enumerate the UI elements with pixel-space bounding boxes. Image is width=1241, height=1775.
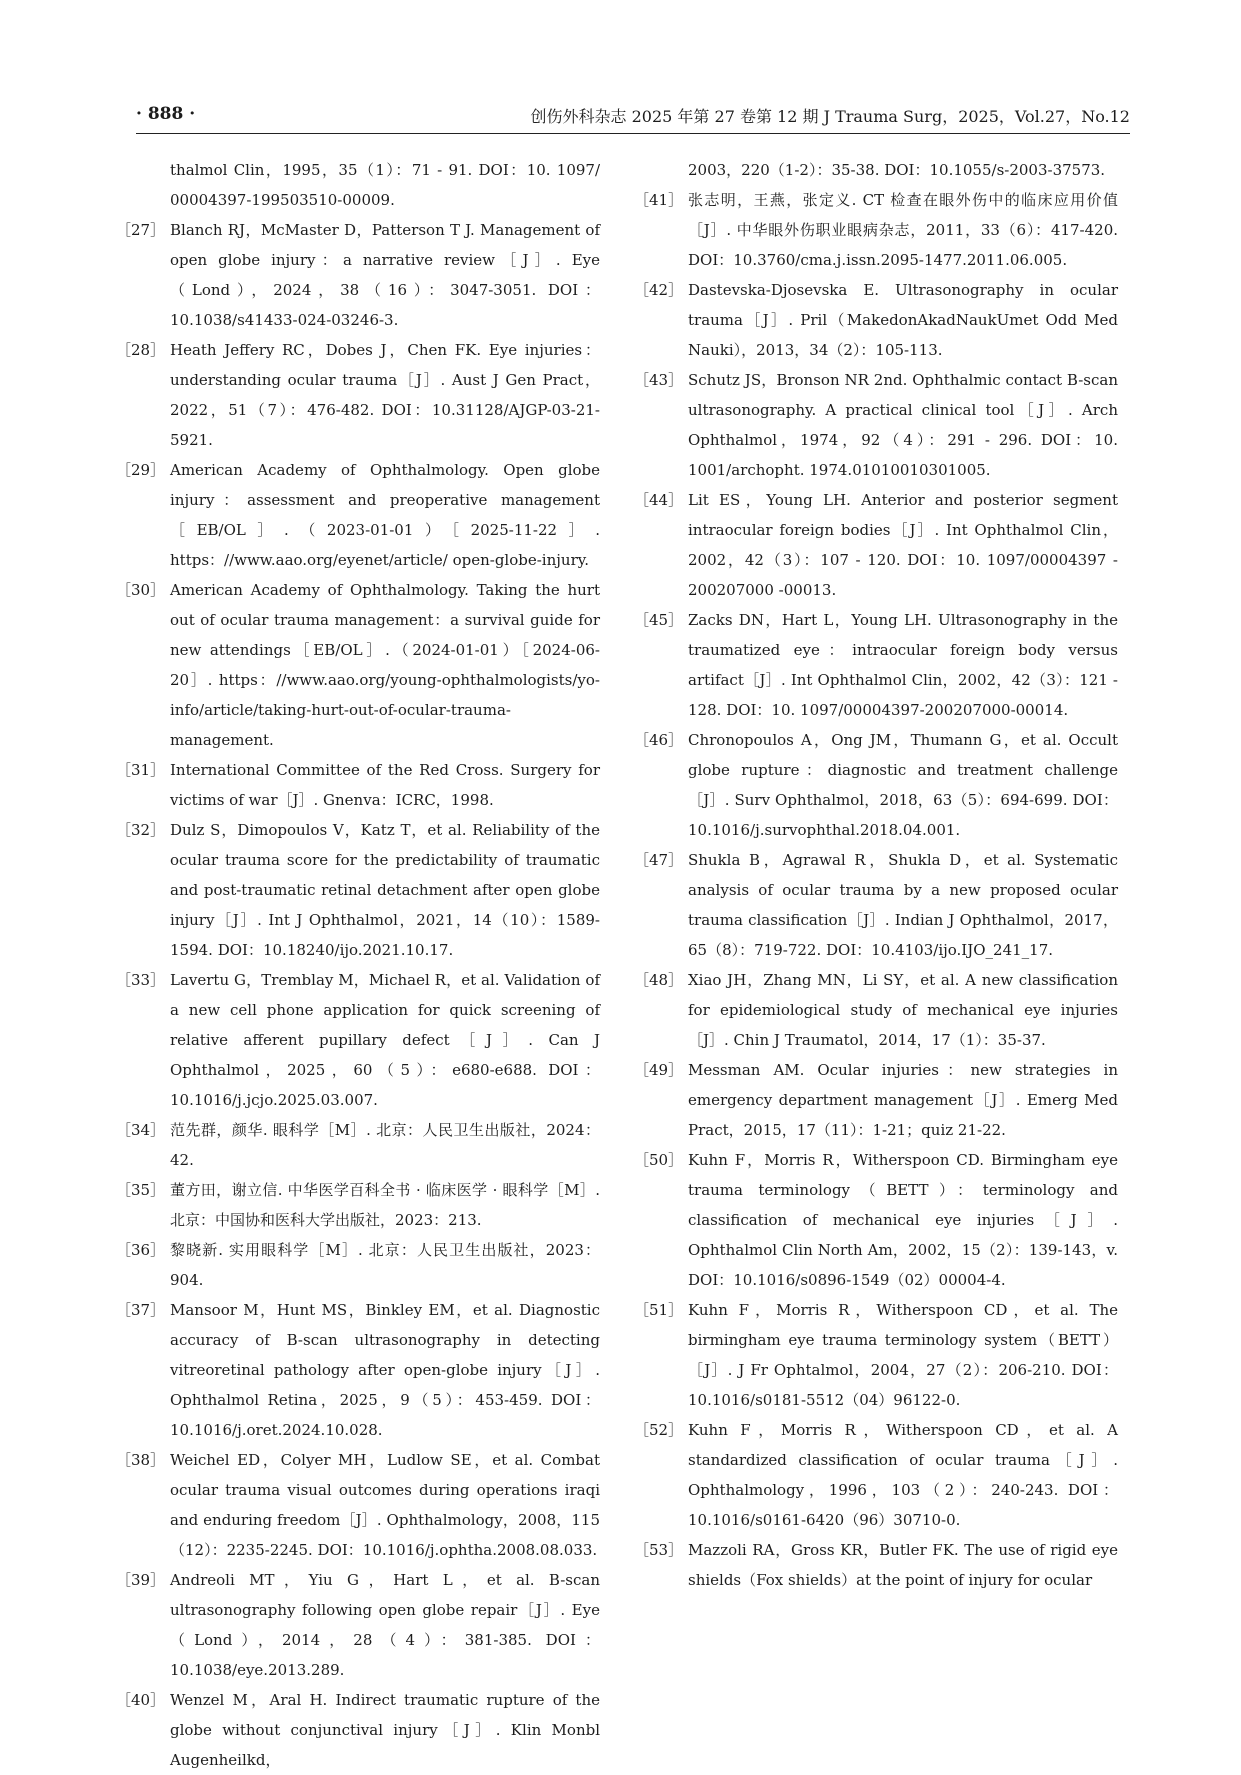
reference-text: 范先群，颜华. 眼科学［M］. 北京：人民卫生出版社，2024：42. <box>170 1121 600 1169</box>
reference-item <box>634 185 1118 275</box>
reference-text: 张志明，王燕，张定义. CT 检查在眼外伤中的临床应用价值［J］. 中华眼外伤职业眼病杂志，2011，33（6）：417-420. DOI：10.3760/cma.j.issn.2095-1477.2011.06.005. <box>688 191 1118 269</box>
continued-text: 2003，220（1-2）：35-38. DOI：10.1055/s-2003-37573. <box>688 161 1106 179</box>
reference-text: Zacks DN，Hart L，Young LH. Ultrasonography in the traumatized eye：intraocular foreign body versus artifact［J］. Int Ophthalmol Clin，2002，42（3）：121 - 128. DOI：10. 1097/00004397-200207000-00014. <box>688 611 1118 719</box>
reference-number: ［48］ <box>634 971 684 989</box>
reference-text: Dulz S，Dimopoulos V，Katz T，et al. Reliability of the ocular trauma score for the predictability of traumatic and post-traumatic retinal detachment after open globe injury［J］. Int J Ophthalmol，2021，14（10）：1589-1594. DOI：10.18240/ijo.2021.10.17. <box>170 821 600 959</box>
reference-text: Weichel ED，Colyer MH，Ludlow SE，et al. Combat ocular trauma visual outcomes during operations iraqi and enduring freedom［J］. Ophthalmology，2008，115（12）：2235-2245. DOI：10.1016/j.ophtha.2008.08.033. <box>170 1451 600 1559</box>
header-rule <box>136 133 1130 134</box>
reference-text: Mazzoli RA，Gross KR，Butler FK. The use of rigid eye shields（Fox shields）at the point of injury for ocular <box>688 1541 1118 1589</box>
reference-number: ［41］ <box>634 191 684 209</box>
reference-item <box>634 965 1118 1055</box>
reference-item <box>634 1145 1118 1295</box>
reference-item <box>634 845 1118 965</box>
reference-item <box>116 455 600 575</box>
reference-number: ［29］ <box>116 461 166 479</box>
reference-text: Xiao JH，Zhang MN，Li SY，et al. A new classification for epidemiological study of mechanical eye injuries［J］. Chin J Traumatol，2014，17（1）：35-37. <box>688 971 1118 1049</box>
reference-item <box>116 755 600 815</box>
reference-text: 黎晓新. 实用眼科学［M］. 北京：人民卫生出版社，2023：904. <box>170 1241 600 1289</box>
reference-text: Kuhn F，Morris R，Witherspoon CD，et al. The birmingham eye trauma terminology system（BETT）［J］. J Fr Ophtalmol，2004，27（2）：206-210. DOI：10.1016/s0181-5512（04）96122-0. <box>688 1301 1118 1409</box>
reference-item <box>634 485 1118 605</box>
reference-number: ［44］ <box>634 491 684 509</box>
reference-number: ［53］ <box>634 1541 684 1559</box>
reference-number: ［49］ <box>634 1061 684 1079</box>
reference-item <box>116 575 600 755</box>
reference-number: ［42］ <box>634 281 684 299</box>
reference-item <box>116 215 600 335</box>
reference-item <box>634 605 1118 725</box>
reference-number: ［43］ <box>634 371 684 389</box>
reference-item <box>634 1055 1118 1145</box>
right-column <box>634 155 1118 1595</box>
reference-number: ［51］ <box>634 1301 684 1319</box>
reference-text: American Academy of Ophthalmology. Open globe injury：assessment and preoperative management［EB/OL］.（2023-01-01）［2025-11-22］. https：//www.aao.org/eyenet/article/ open-globe-injury. <box>170 461 600 569</box>
reference-item <box>116 1235 600 1295</box>
reference-text: Heath Jeffery RC，Dobes J，Chen FK. Eye injuries：understanding ocular trauma［J］. Aust J Gen Pract，2022，51（7）：476-482. DOI：10.31128/AJGP-03-21-5921. <box>170 341 600 449</box>
reference-text: Wenzel M，Aral H. Indirect traumatic rupture of the globe without conjunctival injury［J］. Klin Monbl Augenheilkd， <box>170 1691 600 1769</box>
running-title: 创伤外科杂志 2025 年第 27 卷第 12 期 J Trauma Surg，2025，Vol.27，No.12 <box>530 107 1130 126</box>
reference-number: ［39］ <box>116 1571 166 1589</box>
reference-text: Dastevska-Djosevska E. Ultrasonography in ocular trauma［J］. Pril（MakedonAkadNaukUmet Odd Med Nauki），2013，34（2）：105-113. <box>688 281 1118 359</box>
reference-item <box>116 1685 600 1775</box>
reference-item <box>116 1565 600 1685</box>
reference-number: ［28］ <box>116 341 166 359</box>
left-column <box>116 155 600 1775</box>
reference-text: American Academy of Ophthalmology. Taking the hurt out of ocular trauma management：a survival guide for new attendings［EB/OL］.（2024-01-01）［2024-06-20］. https：//www.aao.org/young-ophthalmologists/yo-info/article/taking-hurt-out-of-ocular-trauma-management. <box>170 581 600 749</box>
reference-text: Chronopoulos A，Ong JM，Thumann G，et al. Occult globe rupture：diagnostic and treatment challenge［J］. Surv Ophthalmol，2018，63（5）：694-699. DOI：10.1016/j.survophthal.2018.04.001. <box>688 731 1118 839</box>
reference-text: Mansoor M，Hunt MS，Binkley EM，et al. Diagnostic accuracy of B-scan ultrasonography in detecting vitreoretinal pathology after open-globe injury［J］. Ophthalmol Retina，2025，9（5）：453-459. DOI：10.1016/j.oret.2024.10.028. <box>170 1301 600 1439</box>
reference-text: Blanch RJ，McMaster D，Patterson T J. Management of open globe injury：a narrative review［J］. Eye（Lond），2024，38（16）：3047-3051. DOI：10.1038/s41433-024-03246-3. <box>170 221 600 329</box>
reference-item <box>116 965 600 1115</box>
reference-number: ［34］ <box>116 1121 166 1139</box>
reference-item <box>116 1445 600 1565</box>
reference-number: ［50］ <box>634 1151 684 1169</box>
reference-item <box>634 365 1118 485</box>
reference-number: ［31］ <box>116 761 166 779</box>
page-header <box>136 104 1130 130</box>
reference-item <box>116 815 600 965</box>
reference-number: ［36］ <box>116 1241 166 1259</box>
reference-item <box>634 725 1118 845</box>
page-number: · 888 · <box>136 104 196 124</box>
reference-number: ［45］ <box>634 611 684 629</box>
reference-text: Andreoli MT，Yiu G，Hart L，et al. B-scan ultrasonography following open globe repair［J］. Eye（Lond），2014，28（4）：381-385. DOI：10.1038/eye.2013.289. <box>170 1571 600 1679</box>
reference-continued <box>634 155 1118 185</box>
reference-number: ［38］ <box>116 1451 166 1469</box>
continued-text: thalmol Clin，1995，35（1）：71 - 91. DOI：10. 1097/ 00004397-199503510-00009. <box>170 161 600 209</box>
reference-item <box>634 1295 1118 1415</box>
reference-text: Lit ES，Young LH. Anterior and posterior segment intraocular foreign bodies［J］. Int Ophthalmol Clin，2002，42（3）：107 - 120. DOI：10. 1097/00004397 - 200207000 -00013. <box>688 491 1118 599</box>
reference-item <box>634 275 1118 365</box>
reference-text: Schutz JS，Bronson NR 2nd. Ophthalmic contact B-scan ultrasonography. A practical clinical tool［J］. Arch Ophthalmol，1974，92（4）：291 - 296. DOI：10. 1001/archopht. 1974.01010010301005. <box>688 371 1118 479</box>
reference-item <box>116 1175 600 1235</box>
reference-item <box>116 1115 600 1175</box>
reference-number: ［30］ <box>116 581 166 599</box>
reference-number: ［37］ <box>116 1301 166 1319</box>
reference-number: ［33］ <box>116 971 166 989</box>
reference-text: Messman AM. Ocular injuries：new strategies in emergency department management［J］. Emerg Med Pract，2015，17（11）：1-21；quiz 21-22. <box>688 1061 1118 1139</box>
reference-number: ［47］ <box>634 851 684 869</box>
reference-text: 董方田，谢立信. 中华医学百科全书 · 临床医学 · 眼科学［M］. 北京：中国协和医科大学出版社，2023：213. <box>170 1181 600 1229</box>
reference-item <box>116 1295 600 1445</box>
reference-item <box>634 1415 1118 1535</box>
reference-text: Lavertu G，Tremblay M，Michael R，et al. Validation of a new cell phone application for quick screening of relative afferent pupillary defect［J］. Can J Ophthalmol，2025，60（5）：e680-e688. DOI：10.1016/j.jcjo.2025.03.007. <box>170 971 600 1109</box>
reference-number: ［52］ <box>634 1421 684 1439</box>
reference-number: ［40］ <box>116 1691 166 1709</box>
reference-text: International Committee of the Red Cross. Surgery for victims of war［J］. Gnenva：ICRC，1998. <box>170 761 600 809</box>
reference-item <box>634 1535 1118 1595</box>
reference-number: ［32］ <box>116 821 166 839</box>
reference-number: ［46］ <box>634 731 684 749</box>
reference-text: Kuhn F，Morris R，Witherspoon CD，et al. A standardized classification of ocular trauma［J］. Ophthalmology，1996，103（2）：240-243. DOI：10.1016/s0161-6420（96）30710-0. <box>688 1421 1118 1529</box>
reference-item <box>116 335 600 455</box>
reference-text: Kuhn F，Morris R，Witherspoon CD. Birmingham eye trauma terminology（BETT）：terminology and classification of mechanical eye injuries［J］. Ophthalmol Clin North Am，2002，15（2）：139-143，v. DOI：10.1016/s0896-1549（02）00004-4. <box>688 1151 1118 1289</box>
reference-number: ［35］ <box>116 1181 166 1199</box>
reference-text: Shukla B，Agrawal R，Shukla D，et al. Systematic analysis of ocular trauma by a new proposed ocular trauma classification［J］. Indian J Ophthalmol，2017，65（8）：719-722. DOI：10.4103/ijo.IJO_241_17. <box>688 851 1118 959</box>
reference-number: ［27］ <box>116 221 166 239</box>
reference-continued <box>116 155 600 215</box>
